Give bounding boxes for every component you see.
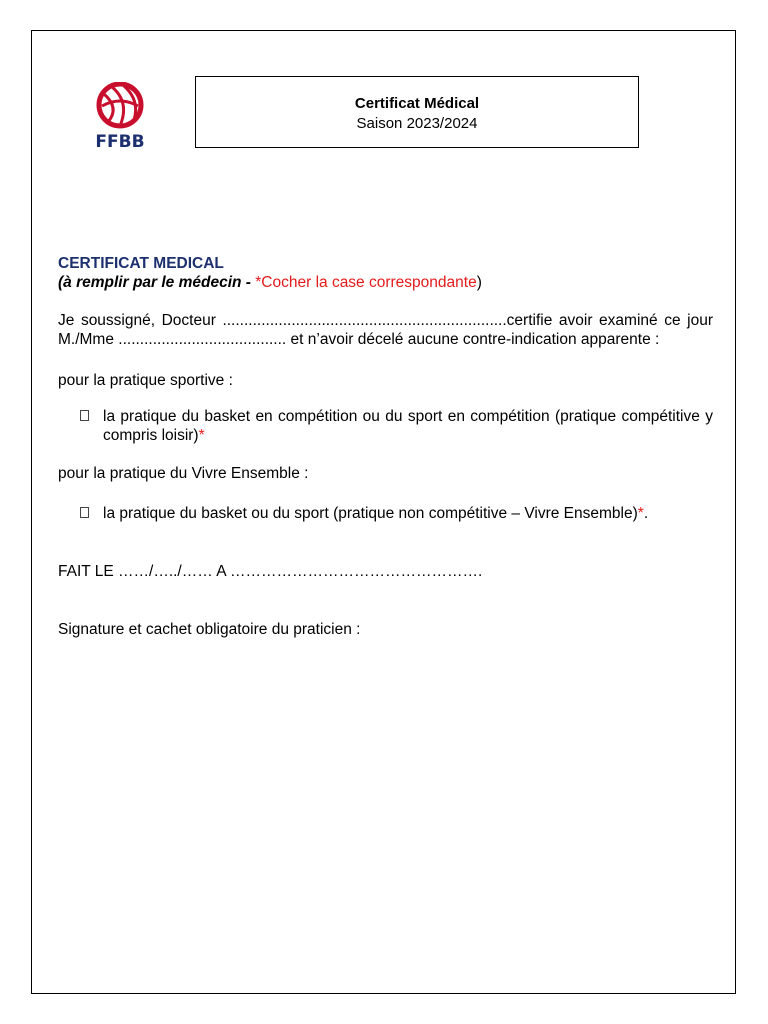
form-subtitle [58,273,713,292]
option-vivre-label: la pratique du basket ou du sport (pratique non compétitive – Vivre Ensemble) [103,505,638,522]
basketball-logo-icon [90,82,150,132]
option-vivre[interactable] [58,504,713,523]
vivre-period: . [643,505,649,522]
option-competition-label: la pratique du basket en compétition ou du sport en compétition (pratique compétitive y compris loisir) [103,408,713,444]
signature-label: Signature et cachet obligatoire du praticien : [58,621,361,638]
ffbb-logo [90,82,150,156]
logo-text: FFBB [95,132,145,152]
subtitle-text: (à remplir par le médecin - [58,274,256,291]
subtitle-hint: *Cocher la case correspondante [255,274,477,291]
section-sport-label: pour la pratique sportive : [58,372,233,389]
section-vivre-label: pour la pratique du Vivre Ensemble : [58,465,309,482]
vivre-asterisk: * [637,505,644,522]
option-competition[interactable] [58,407,713,445]
competition-asterisk: * [198,427,205,444]
declaration-paragraph[interactable]: Je soussigné, Docteur ..................................................................certifie avoir examiné ce jour M./Mme ....................................... et n’avoir décelé aucune contre-indication apparente : [58,312,713,348]
vivre-checkbox[interactable] [80,507,89,518]
document-title: Certificat Médical [354,95,480,112]
title-box [195,76,639,148]
season-label: Saison 2023/2024 [356,115,478,132]
subtitle-close: ) [476,274,482,291]
date-place-line[interactable]: FAIT LE ……/…../…… A …………………………………………. [58,563,483,580]
competition-checkbox[interactable] [80,410,89,421]
form-heading: CERTIFICAT MEDICAL [58,255,224,272]
form-content [58,254,713,639]
